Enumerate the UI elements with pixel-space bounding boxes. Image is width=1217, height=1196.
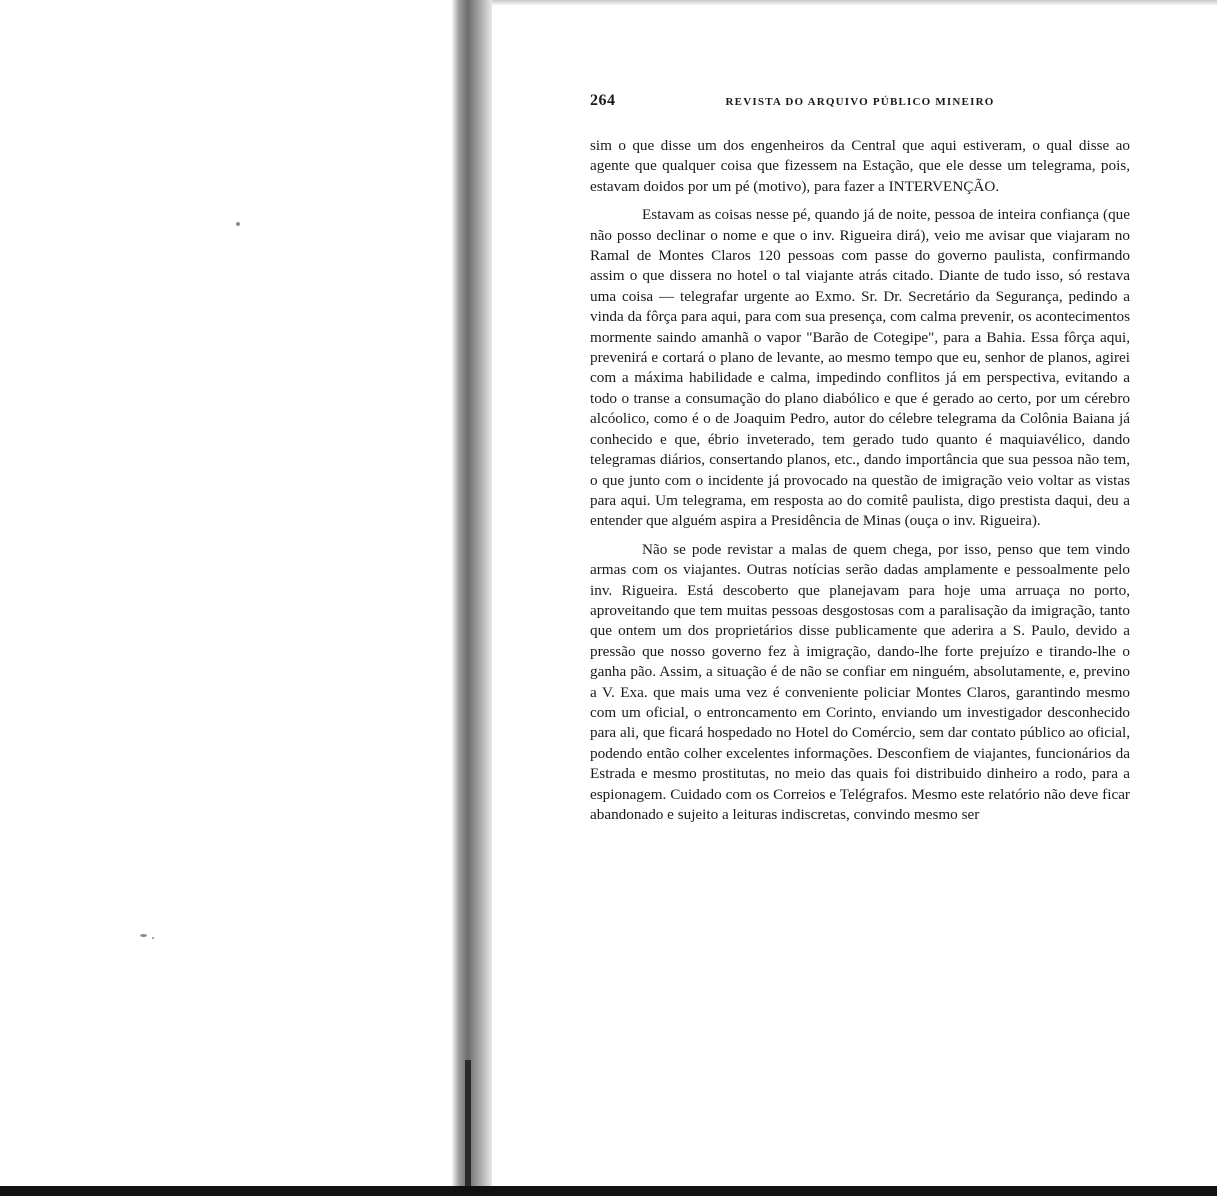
paragraph: Estavam as coisas nesse pé, quando já de noite, pessoa de inteira confiança (que não posso declinar o nome e que o inv. Rigueira dirá), veio me avisar que viajaram no Ramal de Montes Claros 120 pessoas com passe do governo paulista, confirmando assim o que dissera no hotel o tal viajante atrás citado. Diante de tudo isso, só restava uma coisa — telegrafar urgente ao Exmo. Sr. Dr. Secretário da Segurança, pedindo a vinda da fôrça para aqui, para com sua presença, com calma prevenir, os acontecimentos mormente saindo amanhã o vapor "Barão de Cotegipe", para a Bahia. Essa fôrça aqui, prevenirá e cortará o plano de levante, ao mesmo tempo que eu, senhor de planos, agirei com a máxima habilidade e calma, impedindo conflitos já em perspectiva, evitando a todo o transe a consumação do plano diabólico e que é gerado ao certo, por um cérebro alcóolico, como é o de Joaquim Pedro, autor do célebre telegrama da Colônia Baiana já conhecido e que, ébrio inveterado, tem gerado tudo quanto é maquiavélico, dando telegramas diários, consertando planos, etc., dando importância que sua pessoa não tem, o que junto com o incidente já provocado na questão de imigração veio voltar as vistas para aqui. Um telegrama, em resposta ao do comitê paulista, digo prestista daqui, deu a entender que alguém aspira a Presidência de Minas (ouça o inv. Rigueira). — [590, 206, 1130, 530]
facing-page — [0, 0, 452, 1188]
paragraph-continuation: sim o que disse um dos engenheiros da Central que aqui estiveram, o qual disse ao agente que qualquer coisa que fizessem na Estação, que ele desse um telegrama, pois, estavam doidos por um pé (motivo), para fazer a INTERVENÇÃO. — [590, 137, 1130, 195]
paper-speck — [236, 222, 240, 226]
running-title: REVISTA DO ARQUIVO PÚBLICO MINEIRO — [725, 96, 995, 108]
page-number: 264 — [590, 92, 616, 109]
paper-speck — [140, 934, 147, 937]
paper-speck — [152, 937, 154, 939]
paragraph: Não se pode revistar a malas de quem chega, por isso, penso que tem vindo armas com os viajantes. Outras notícias serão dadas amplamente e pessoalmente pelo inv. Rigueira. Está descoberto que planejavam para hoje uma arruaça no porto, aproveitando que tem muitas pessoas desgostosas com a paralisação da imigração, tanto que ontem um dos proprietários disse publicamente que aderira a S. Paulo, devido a pressão que nosso governo fez à imigração, dando-lhe forte prejuízo e tirando-lhe o ganha pão. Assim, a situação é de não se confiar em ninguém, absolutamente, e, previno a V. Exa. que mais uma vez é conveniente policiar Montes Claros, garantindo mesmo com um oficial, o entroncamento em Corinto, enviando um investigador desconhecido para ali, que ficará hospedado no Hotel do Comércio, sem dar contato público ao oficial, podendo então colher excelentes informações. Desconfiem de viajantes, funcionários da Estrada e mesmo prostitutas, no meio das quais foi distribuido dinheiro a rodo, para a espionagem. Cuidado com os Correios e Telégrafos. Mesmo este relatório não deve ficar abandonado e sujeito a leituras indiscretas, convindo mesmo ser — [590, 540, 1130, 823]
document-page — [590, 92, 1130, 825]
scan-bottom-border — [0, 1186, 1217, 1196]
running-header — [590, 92, 1130, 110]
page-top-edge — [492, 0, 1217, 6]
binding-gutter — [452, 0, 492, 1196]
binding-shadow — [465, 1060, 471, 1190]
